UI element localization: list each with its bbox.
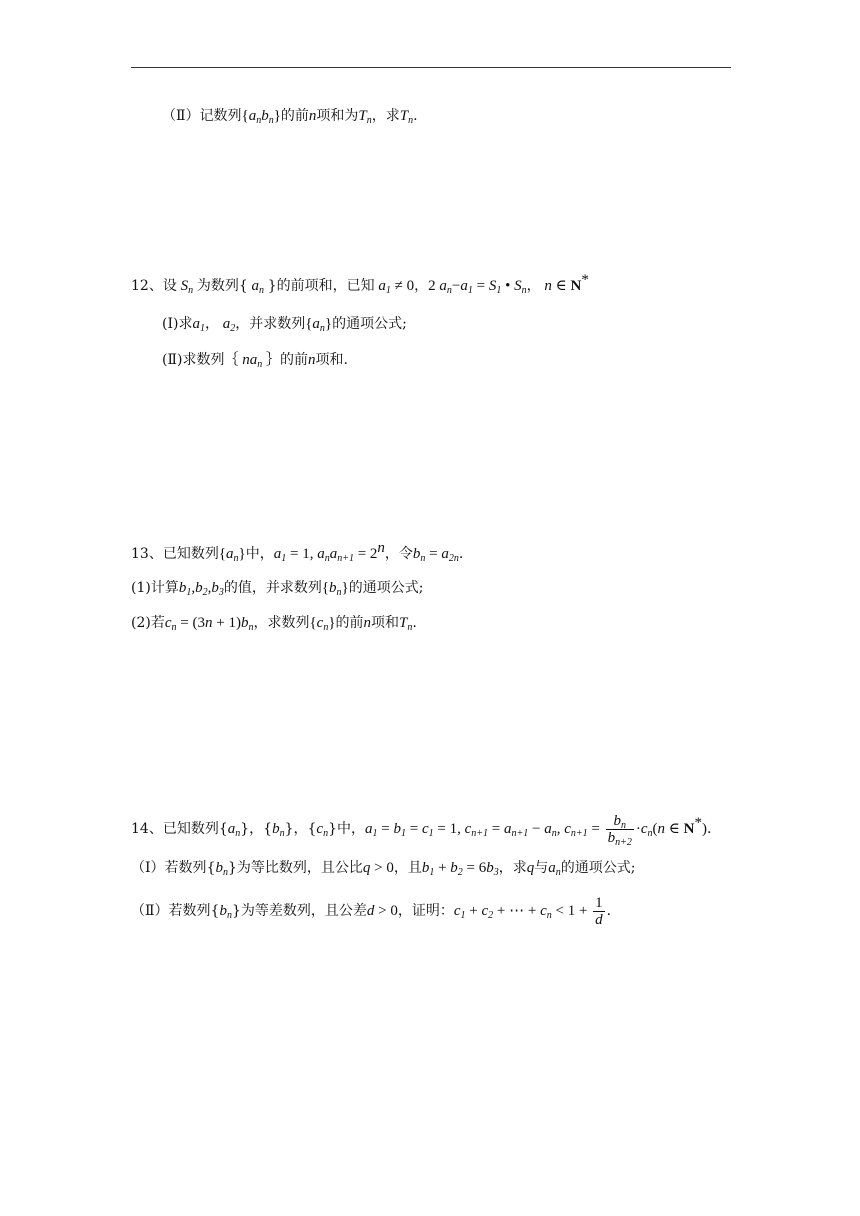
q14-part2: （Ⅱ）若数列$\{b_n\}$为等差数列，且公差d > 0，证明：$c_1 + c_2$ + ⋯ + $c_n < 1$ + $\frac{1}{d}$ .: [131, 894, 612, 928]
q13-number: 13、: [131, 546, 163, 562]
q14-number: 14、: [131, 821, 163, 837]
q12-part1: (Ⅰ)求$a_1$， $a_2$，并求数列$\{a_n\}$的通项公式;: [162, 316, 407, 334]
q13-stem: 13、已知数列$\{a_n\}$中，$a_1 = 1$, $a_na_{n+1} = 2^n$，令$b_n = a_{2n}$.: [131, 540, 464, 564]
q14-fraction: $\frac{b_n}{b_{n+2}}$: [607, 812, 632, 848]
header-rule: [131, 67, 731, 68]
q11-part2: （Ⅱ）记数列$\{a_nb_n\}$的前n项和为$T_n$，求$T_n$.: [162, 108, 418, 126]
q12-part2: (Ⅱ)求数列｛ $na_n$ ｝的前n项和.: [162, 352, 348, 370]
q14-fraction-d: $\frac{1}{d}$: [595, 894, 603, 928]
q14-stem: 14、已知数列$\{a_n\}$，$\{b_n\}$，$\{c_n\}$中，$a_1 = b_1 = c_1 = 1$, $c_{n+1} = a_{n+1} - a_n$, $c_{n+1}$ = $\frac{b_n}{b_{n+2}}$ $\cdot c_n(n$ ∈ N*).: [131, 812, 712, 848]
q13-part2: (2)若$c_n = (3n + 1)b_n$，求数列$\{c_n\}$的前n项和$T_n$.: [131, 615, 417, 633]
q13-part1: (1)计算$b_1,b_2,b_3$的值，并求数列$\{b_n\}$的通项公式;: [131, 580, 424, 598]
q12-number: 12、: [131, 278, 163, 294]
q14-part1: （Ⅰ）若数列$\{b_n\}$为等比数列，且公比q > 0，且$b_1 + b_2 = 6b_3$，求q与$a_n$的通项公式;: [131, 860, 636, 878]
q12-stem: 12、设 $S_n$ 为数列{ $a_n$ }的前项和，已知 $a_1 \ne 0$，2 $a_n-a_1 = S_1$ • $S_n$， n ∈ N*: [131, 272, 589, 296]
